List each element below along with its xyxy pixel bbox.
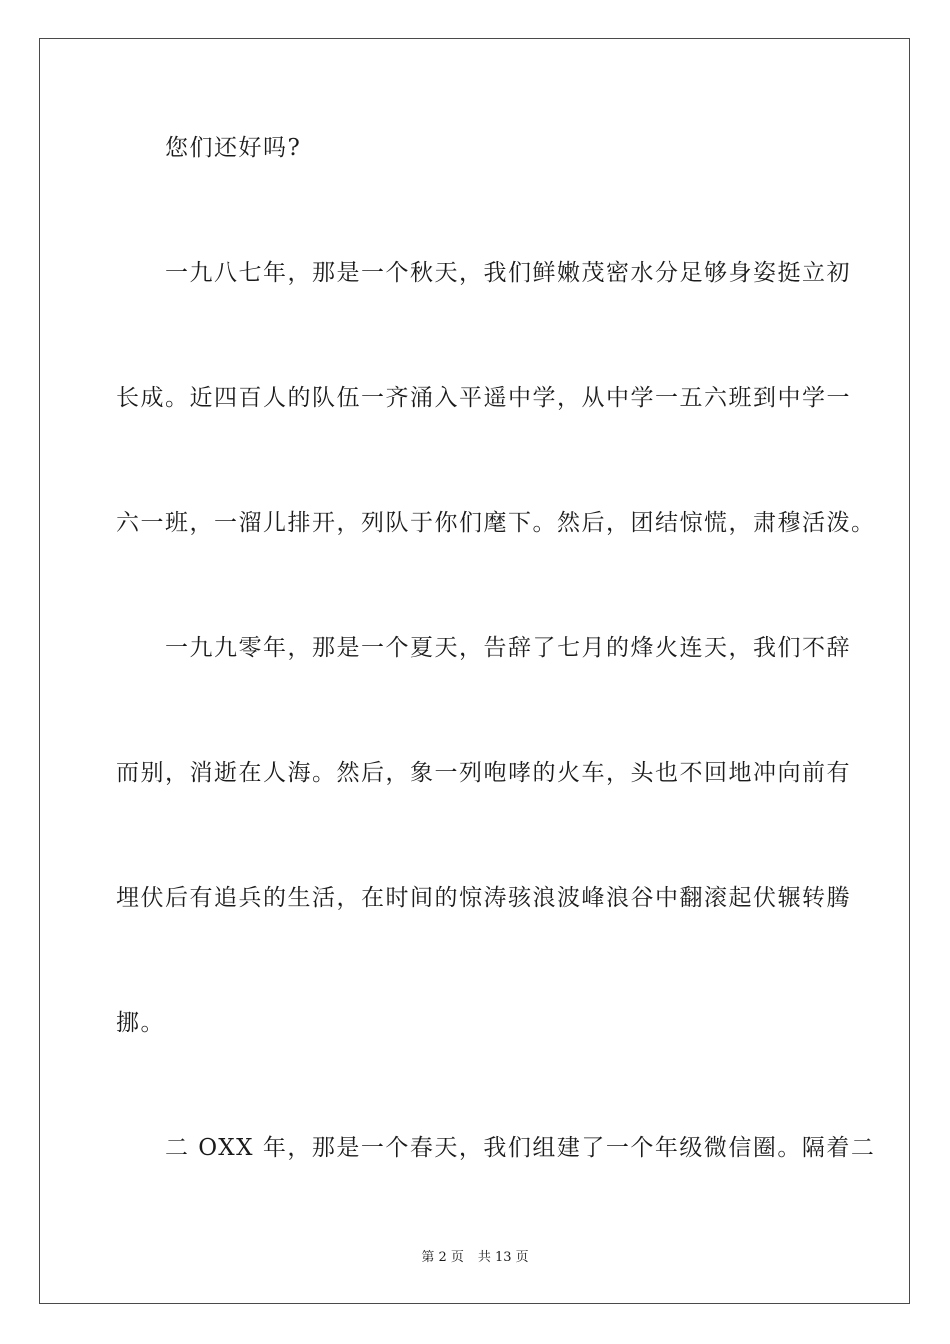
page-footer — [0, 1250, 950, 1266]
page-number: 第 2 页 — [421, 1250, 464, 1265]
paragraph-line: 二 OXX 年，那是一个春天，我们组建了一个年级微信圈。隔着二 — [165, 1135, 876, 1161]
paragraph-line: 挪。 — [116, 1010, 165, 1036]
paragraph-line: 埋伏后有追兵的生活，在时间的惊涛骇浪波峰浪谷中翻滚起伏辗转腾 — [116, 885, 851, 911]
paragraph-line: 一九八七年，那是一个秋天，我们鲜嫩茂密水分足够身姿挺立初 — [165, 260, 851, 286]
paragraph-line: 而别，消逝在人海。然后，象一列咆哮的火车，头也不回地冲向前有 — [116, 760, 851, 786]
paragraph-line: 长成。近四百人的队伍一齐涌入平遥中学，从中学一五六班到中学一 — [116, 385, 851, 411]
page-border — [39, 38, 910, 1304]
paragraph-line: 您们还好吗? — [165, 135, 302, 161]
paragraph-line: 六一班，一溜儿排开，列队于你们麾下。然后，团结惊慌，肃穆活泼。 — [116, 510, 876, 536]
total-pages: 共 13 页 — [477, 1250, 529, 1265]
paragraph-line: 一九九零年，那是一个夏天，告辞了七月的烽火连天，我们不辞 — [165, 635, 851, 661]
